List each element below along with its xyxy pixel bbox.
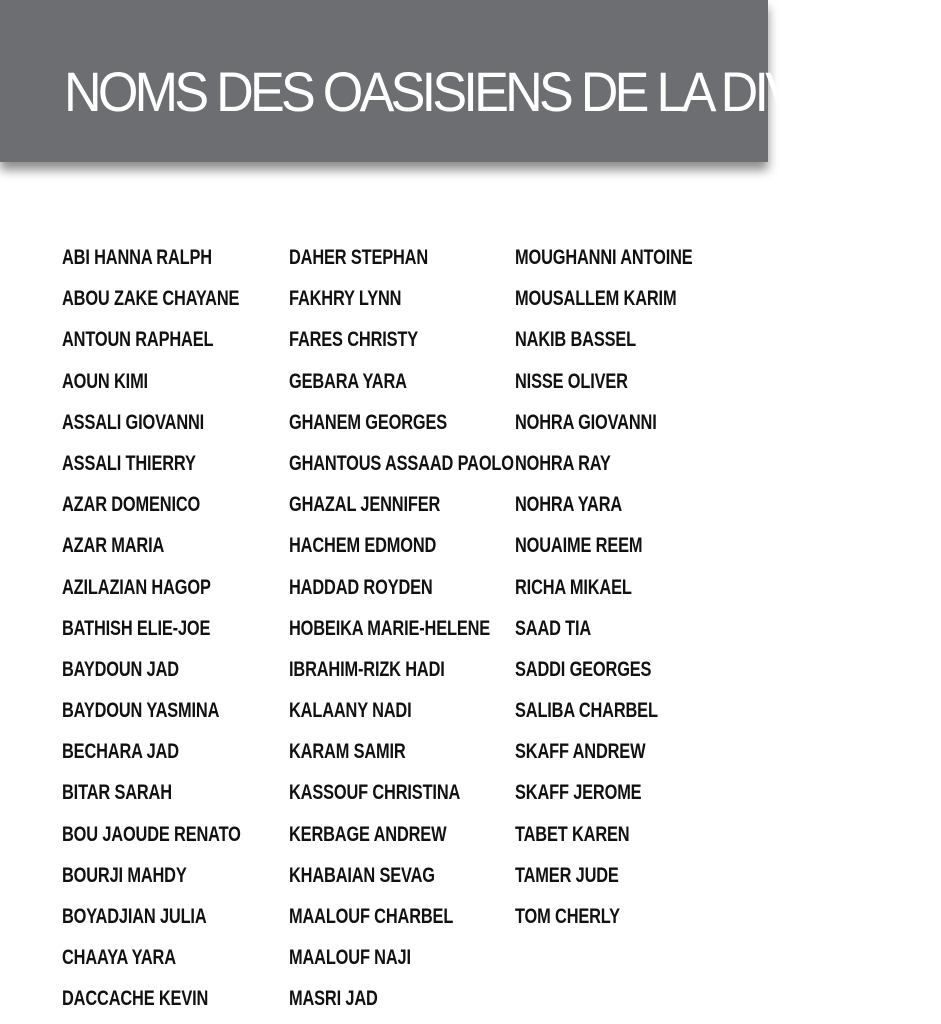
list-item: GHANEM GEORGES (289, 410, 447, 434)
list-item: MOUGHANNI ANTOINE (515, 246, 693, 269)
list-item: BAYDOUN JAD (62, 657, 179, 681)
list-item: KERBAGE ANDREW (289, 822, 447, 846)
list-item: KARAM SAMIR (289, 740, 406, 764)
list-item: TAMER JUDE (515, 863, 619, 887)
list-item: ABOU ZAKE CHAYANE (62, 287, 240, 311)
list-item: NAKIB BASSEL (515, 328, 636, 352)
list-item: AOUN KIMI (62, 369, 148, 393)
list-item: ASSALI GIOVANNI (62, 410, 205, 434)
name-column-1 (62, 237, 291, 1020)
list-item: AZAR MARIA (62, 534, 165, 558)
list-item: GEBARA YARA (289, 369, 407, 393)
list-item: ASSALI THIERRY (62, 451, 196, 475)
list-item: BOYADJIAN JULIA (62, 905, 207, 928)
list-item: BOURJI MAHDY (62, 863, 187, 887)
list-item: KHABAIAN SEVAG (289, 863, 435, 887)
list-item: NISSE OLIVER (515, 369, 628, 393)
list-item: BAYDOUN YASMINA (62, 699, 220, 723)
list-item: BATHISH ELIE-JOE (62, 616, 211, 640)
list-item: NOHRA GIOVANNI (515, 410, 657, 434)
list-item: ANTOUN RAPHAEL (62, 328, 214, 352)
page-title: NOMS DES OASISIENS DE LA DIVISION I (64, 60, 941, 123)
list-item: KALAANY NADI (289, 699, 412, 723)
list-item: DACCACHE KEVIN (62, 987, 209, 1011)
list-item: MAALOUF CHARBEL (289, 905, 454, 928)
list-item: SAAD TIA (515, 616, 592, 640)
list-item: TOM CHERLY (515, 905, 620, 928)
list-item: MAALOUF NAJI (289, 946, 411, 970)
list-item: HACHEM EDMOND (289, 534, 437, 558)
list-item: DAHER STEPHAN (289, 246, 429, 269)
list-item: FARES CHRISTY (289, 328, 419, 352)
name-columns (0, 237, 768, 1024)
list-item: TABET KAREN (515, 822, 630, 846)
list-item: BITAR SARAH (62, 781, 172, 805)
list-item: SALIBA CHARBEL (515, 699, 658, 723)
list-item: GHANTOUS ASSAAD PAOLO (289, 451, 514, 475)
list-item: SADDI GEORGES (515, 657, 652, 681)
list-item: BECHARA JAD (62, 740, 179, 764)
list-item: NOUAIME REEM (515, 534, 643, 558)
list-item: IBRAHIM-RIZK HADI (289, 657, 445, 681)
list-item: NOHRA RAY (515, 451, 611, 475)
list-item: BOU JAOUDE RENATO (62, 822, 241, 846)
list-item: HOBEIKA MARIE-HELENE (289, 616, 491, 640)
list-item: RICHA MIKAEL (515, 575, 632, 599)
list-item: MASRI JAD (289, 987, 378, 1011)
list-item: AZAR DOMENICO (62, 493, 201, 517)
list-item: KASSOUF CHRISTINA (289, 781, 461, 805)
list-item: CHAAYA YARA (62, 946, 176, 970)
list-item: ABI HANNA RALPH (62, 246, 212, 269)
list-item: FAKHRY LYNN (289, 287, 402, 311)
name-column-3 (515, 237, 743, 937)
list-item: AZILAZIAN HAGOP (62, 575, 211, 599)
list-item: HADDAD ROYDEN (289, 575, 433, 599)
title-banner (0, 0, 941, 162)
list-item: MOUSALLEM KARIM (515, 287, 677, 311)
list-item: SKAFF ANDREW (515, 740, 646, 764)
list-item: SKAFF JEROME (515, 781, 642, 805)
list-item: GHAZAL JENNIFER (289, 493, 441, 517)
list-item: NOHRA YARA (515, 493, 623, 517)
